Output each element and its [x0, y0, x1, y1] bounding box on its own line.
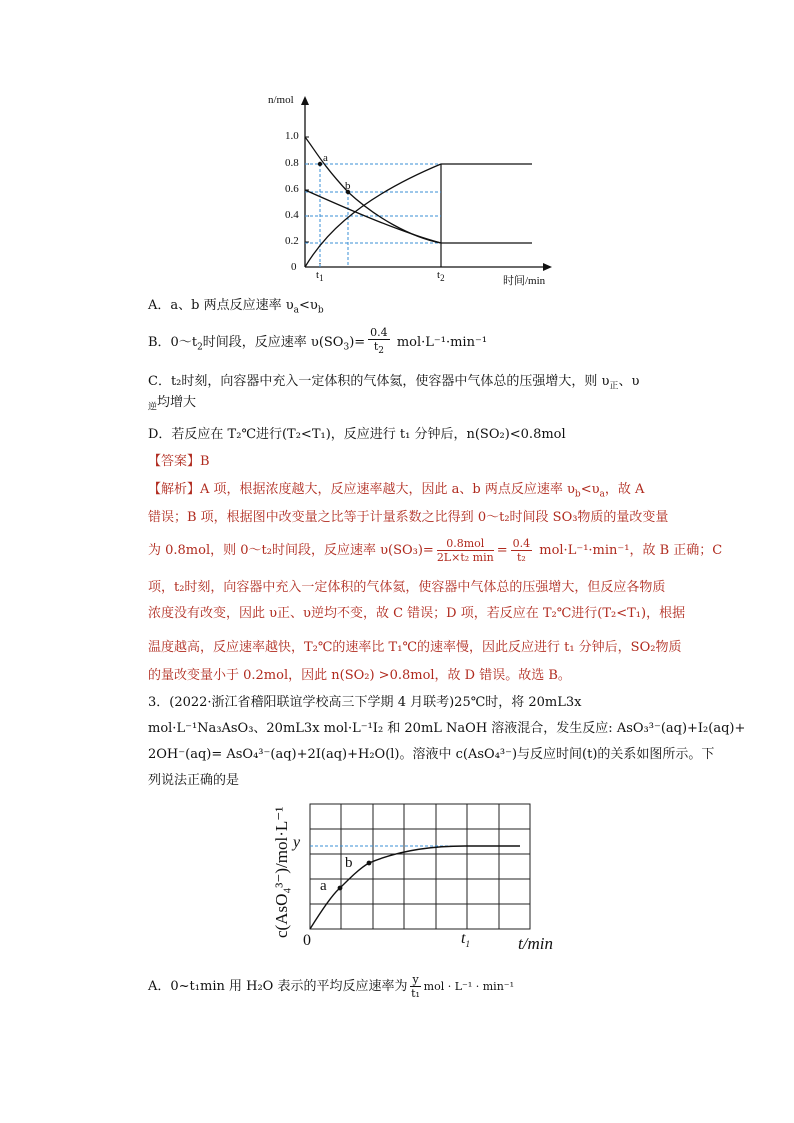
- fig1-ytick: 0.8: [285, 157, 299, 169]
- option-c-line1: C．t₂时刻，向容器中充入一定体积的气体氦，使容器中气体总的压强增大，则 $\upsilon_正$、υ: [148, 374, 640, 392]
- fig1-xtick-t1: $t_1$: [316, 269, 324, 284]
- fig1-point-b-label: b: [345, 180, 351, 192]
- figure-1-chart: [260, 92, 560, 292]
- fig2-origin: 0: [303, 932, 311, 949]
- explanation-line6: 温度越高，反应速率越快，T₂℃的速率比 T₁℃的速率慢，因此反应进行 t₁ 分钟后，SO₂物质: [148, 640, 682, 655]
- option-c-line2: $_逆$均增大: [148, 395, 197, 413]
- q3-option-a: A．0~t₁min 用 H₂O 表示的平均反应速率为 $\frac{y}{\text{t₁}}$ mol · L⁻¹ · min⁻¹: [148, 973, 514, 1000]
- explanation-line3: 为 0.8mol，则 0～t₂时间段，反应速率 υ(SO₃)= $\frac{\text{0.8mol}}{\text{2L×t₂ min}}$ = $\frac{0.4}{\text{t₂}}$ mol·L⁻¹·min⁻¹，故 B 正确；C: [148, 537, 723, 564]
- answer: 【答案】B: [148, 454, 210, 469]
- explanation-line5: 浓度没有改变，因此 υ正、υ逆均不变，故 C 错误；D 项，若反应在 T₂℃进行(T₂<T₁)，根据: [148, 606, 686, 621]
- fig2-x-mark-t1: $t_1$: [461, 930, 470, 950]
- fig2-x-axis-label: t/min: [518, 934, 553, 953]
- q3-stem-line1: 3．(2022·浙江省稽阳联谊学校高三下学期 4 月联考)25℃时，将 20mL3x: [148, 695, 582, 710]
- point-a-marker: [338, 886, 343, 891]
- fig2-y-mark: y: [293, 834, 301, 851]
- fraction: $\frac{0.4}{t_2}$: [370, 326, 388, 357]
- fig1-point-a-label: a: [323, 152, 328, 164]
- fig1-xtick-t2: $t_2$: [437, 269, 445, 284]
- option-b: B．$0\sim t_2$时间段，反应速率 $\upsilon(SO_3)=$ $\frac{0.4}{t_2}$ mol·L⁻¹·min⁻¹: [148, 326, 488, 357]
- option-d: D．若反应在 T₂℃进行(T₂<T₁)，反应进行 t₁ 分钟后，n(SO₂)<0.8mol: [148, 427, 566, 442]
- fig1-ytick: 0.6: [285, 183, 299, 195]
- fig1-ytick: 1.0: [285, 130, 299, 142]
- q3-stem-line2: mol·L⁻¹Na₃AsO₃、20mL3x mol·L⁻¹I₂ 和 20mL NaOH 溶液混合，发生反应: AsO₃³⁻(aq)+I₂(aq)+: [148, 721, 746, 736]
- point-a-marker: [318, 162, 322, 166]
- explanation-line2: 错误；B 项，根据图中改变量之比等于计量系数之比得到 0～t₂时间段 SO₃物质的量改变量: [148, 510, 669, 525]
- option-a: A．a、b 两点反应速率 $\upsilon_a<\upsilon_b$: [148, 298, 324, 316]
- fig1-x-axis-label: 时间/min: [503, 275, 546, 287]
- fig1-ytick: 0.4: [285, 209, 299, 221]
- fig2-point-b-label: b: [345, 855, 353, 871]
- explanation-line7: 的量改变量小于 0.2mol，因此 n(SO₂) >0.8mol，故 D 错误。故选 B。: [148, 668, 571, 683]
- fig1-y-axis-label: n/mol: [268, 94, 294, 106]
- fig2-y-axis-label: c(AsO₄³⁻)/mol·L⁻¹: [272, 806, 291, 938]
- fig2-point-a-label: a: [320, 878, 327, 894]
- q3-stem-line3: 2OH⁻(aq)= AsO₄³⁻(aq)+2I(aq)+H₂O(l)。溶液中 c(AsO₄³⁻)与反应时间(t)的关系如图所示。下: [148, 747, 715, 762]
- explanation-line1: 【解析】A 项，根据浓度越大，反应速率越大，因此 a、b 两点反应速率 $\upsilon_b<\upsilon_a$，故 A: [148, 482, 645, 500]
- fig1-ytick: 0.2: [285, 235, 299, 247]
- explanation-line4: 项，t₂时刻，向容器中充入一定体积的气体氦，使容器中气体总的压强增大，但反应各物质: [148, 580, 666, 595]
- q3-stem-line4: 列说法正确的是: [148, 773, 240, 788]
- fig1-ytick-origin: 0: [291, 261, 297, 273]
- point-b-marker: [367, 861, 372, 866]
